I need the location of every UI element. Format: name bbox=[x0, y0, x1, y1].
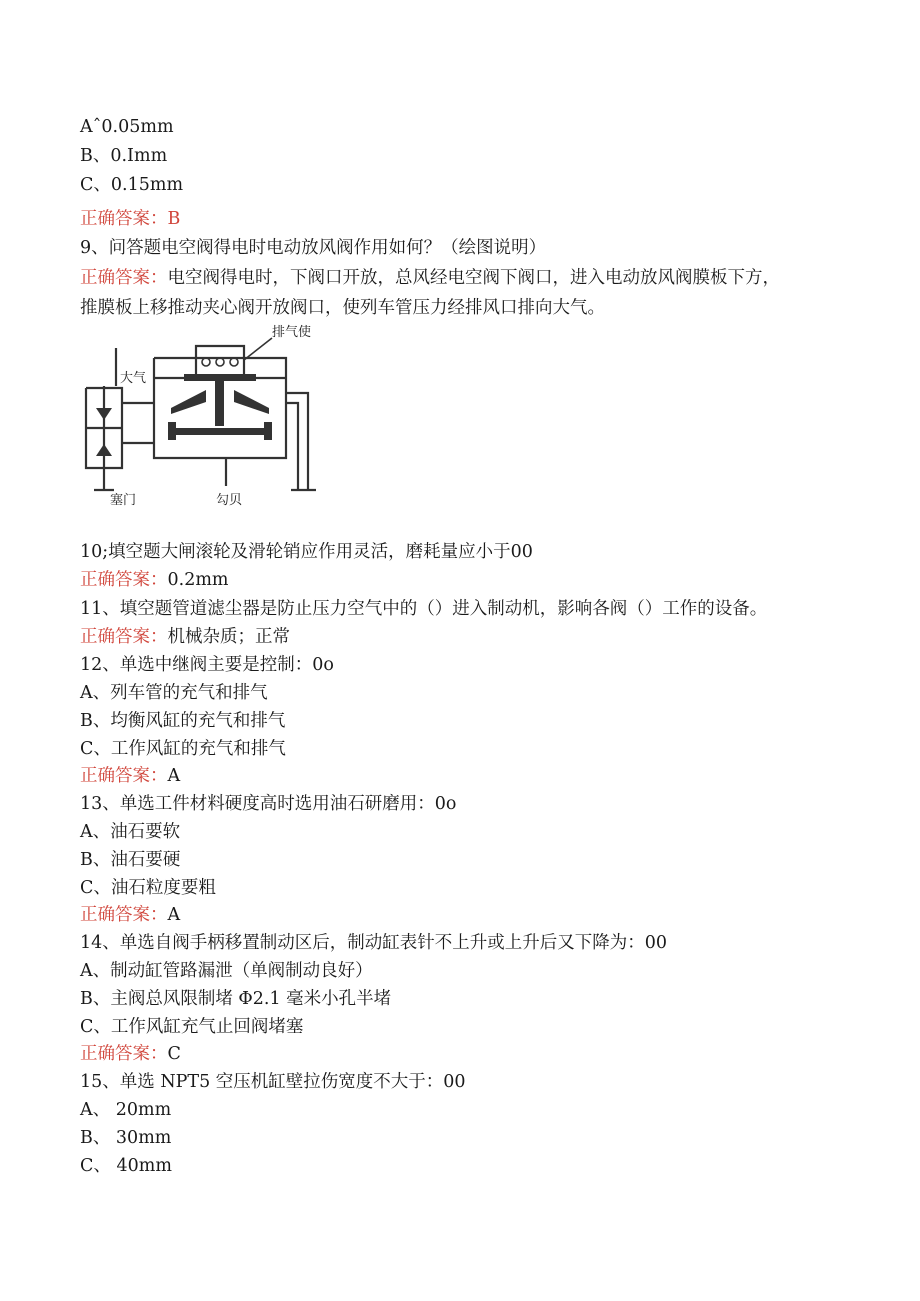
option-b-q14: B、主阀总风限制堵 Φ2.1 毫米小孔半堵 bbox=[80, 989, 392, 1009]
option-a-q13: A、油石要软 bbox=[80, 822, 181, 842]
question-11: 11、填空题管道滤尘器是防止压力空气中的（）进入制动机，影响各阀（）工作的设备。 bbox=[80, 599, 768, 619]
label-exhaust: 排气使 bbox=[272, 325, 312, 340]
option-b-q15: B、 30mm bbox=[80, 1128, 172, 1148]
answer-q9-line2: 推膜板上移推动夹心阀开放阀口，使列车管压力经排风口排向大气。 bbox=[80, 298, 605, 318]
answer-q12: 正确答案：A bbox=[80, 766, 181, 786]
answer-q14: 正确答案：C bbox=[80, 1044, 181, 1064]
option-a-q14: A、制动缸管路漏泄（单阀制动良好） bbox=[80, 961, 373, 981]
question-10: 10;填空题大闸滚轮及滑轮销应作用灵活，磨耗量应小于00 bbox=[80, 542, 533, 562]
label-atmosphere: 大气 bbox=[120, 371, 147, 386]
option-c-q12: C、工作风缸的充气和排气 bbox=[80, 739, 286, 759]
answer-q13: 正确答案：A bbox=[80, 905, 181, 925]
option-c-q14: C、工作风缸充气止回阀堵塞 bbox=[80, 1017, 304, 1037]
option-a-q15: A、 20mm bbox=[80, 1100, 172, 1120]
question-15: 15、单选 NPT5 空压机缸壁拉伤宽度不大于：00 bbox=[80, 1072, 466, 1092]
question-14: 14、单选自阀手柄移置制动区后，制动缸表针不上升或上升后又下降为：00 bbox=[80, 933, 668, 953]
valve-diagram bbox=[76, 318, 336, 508]
option-c-q13: C、油石粒度要粗 bbox=[80, 878, 216, 898]
question-12: 12、单选中继阀主要是控制：0o bbox=[80, 655, 334, 675]
label-hook: 勾贝 bbox=[216, 493, 243, 508]
question-13: 13、单选工件材料硬度高时选用油石研磨用：0o bbox=[80, 794, 457, 814]
label-plug: 塞门 bbox=[110, 493, 137, 508]
question-9: 9、问答题电空阀得电时电动放风阀作用如何？（绘图说明） bbox=[80, 238, 547, 258]
option-b-q13: B、油石要硬 bbox=[80, 850, 181, 870]
option-b-q8: B、0.Imm bbox=[80, 146, 168, 166]
answer-q9-line1: 正确答案：电空阀得电时，下阀口开放，总风经电空阀下阀口，进入电动放风阀膜板下方， bbox=[80, 268, 780, 288]
option-c-q15: C、 40mm bbox=[80, 1156, 172, 1176]
answer-q8: 正确答案：B bbox=[80, 209, 181, 229]
answer-q10: 正确答案：0.2mm bbox=[80, 570, 229, 590]
answer-q11: 正确答案：机械杂质；正常 bbox=[80, 627, 290, 647]
option-b-q12: B、均衡风缸的充气和排气 bbox=[80, 711, 286, 731]
option-c-q8: C、0.15mm bbox=[80, 175, 184, 195]
option-a-q12: A、列车管的充气和排气 bbox=[80, 683, 268, 703]
option-a-q8: Aˆ0.05mm bbox=[80, 117, 174, 137]
